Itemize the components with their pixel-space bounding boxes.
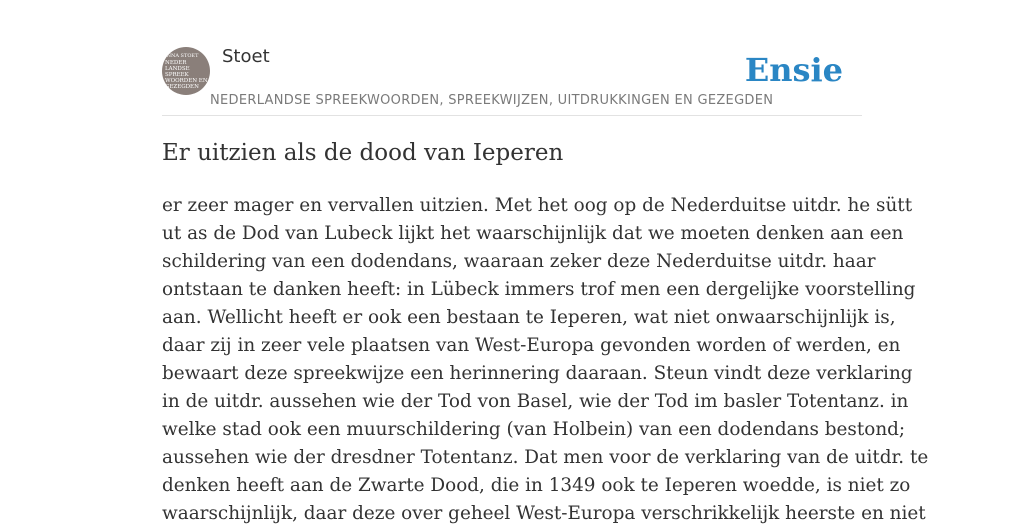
body-line: daar zij in zeer vele plaatsen van West-Europa gevonden worden of werden, en bbox=[162, 335, 901, 356]
body-line: ontstaan te danken heeft: in Lübeck immers trof men een dergelijke voorstelling bbox=[162, 279, 916, 300]
avatar-text: NEDER LANDSE SPREEK WOORDEN EN GEZEGDEN bbox=[165, 60, 208, 90]
body-line: denken heeft aan de Zwarte Dood, die in 1349 ook te Ieperen woedde, is niet zo bbox=[162, 475, 911, 496]
source-subtitle[interactable]: NEDERLANDSE SPREEKWOORDEN, SPREEKWIJZEN, UITDRUKKINGEN EN GEZEGDEN bbox=[210, 93, 774, 108]
avatar-brand: ANNA STOET bbox=[163, 53, 199, 59]
body-line: waarschijnlijk, daar deze over geheel West-Europa verschrikkelijk heerste en niet bbox=[162, 503, 926, 524]
body-line: aan. Wellicht heeft er ook een bestaan te Ieperen, wat niet onwaarschijnlijk is, bbox=[162, 307, 896, 328]
body-line: er zeer mager en vervallen uitzien. Met het oog op de Nederduitse uitdr. he sütt bbox=[162, 195, 913, 216]
body-line: bewaart deze spreekwijze een herinnering daaraan. Steun vindt deze verklaring bbox=[162, 363, 913, 384]
body-line: schildering van een dodendans, waaraan zeker deze Nederduitse uitdr. haar bbox=[162, 251, 876, 272]
ensie-logo[interactable]: Ensie bbox=[744, 51, 843, 89]
avatar[interactable] bbox=[162, 47, 210, 95]
entry-title: Er uitzien als de dood van Ieperen bbox=[162, 140, 564, 166]
body-line: ut as de Dod van Lubeck lijkt het waarschijnlijk dat we moeten denken aan een bbox=[162, 223, 904, 244]
entry-body bbox=[162, 192, 929, 528]
body-line: aussehen wie der dresdner Totentanz. Dat men voor de verklaring van de uitdr. te bbox=[162, 447, 929, 468]
body-line: in de uitdr. aussehen wie der Tod von Basel, wie der Tod im basler Totentanz. in bbox=[162, 391, 909, 412]
author-name[interactable]: Stoet bbox=[222, 46, 270, 67]
header-divider bbox=[162, 115, 862, 116]
body-line: welke stad ook een muurschildering (van Holbein) van een dodendans bestond; bbox=[162, 419, 906, 440]
page bbox=[162, 0, 929, 524]
